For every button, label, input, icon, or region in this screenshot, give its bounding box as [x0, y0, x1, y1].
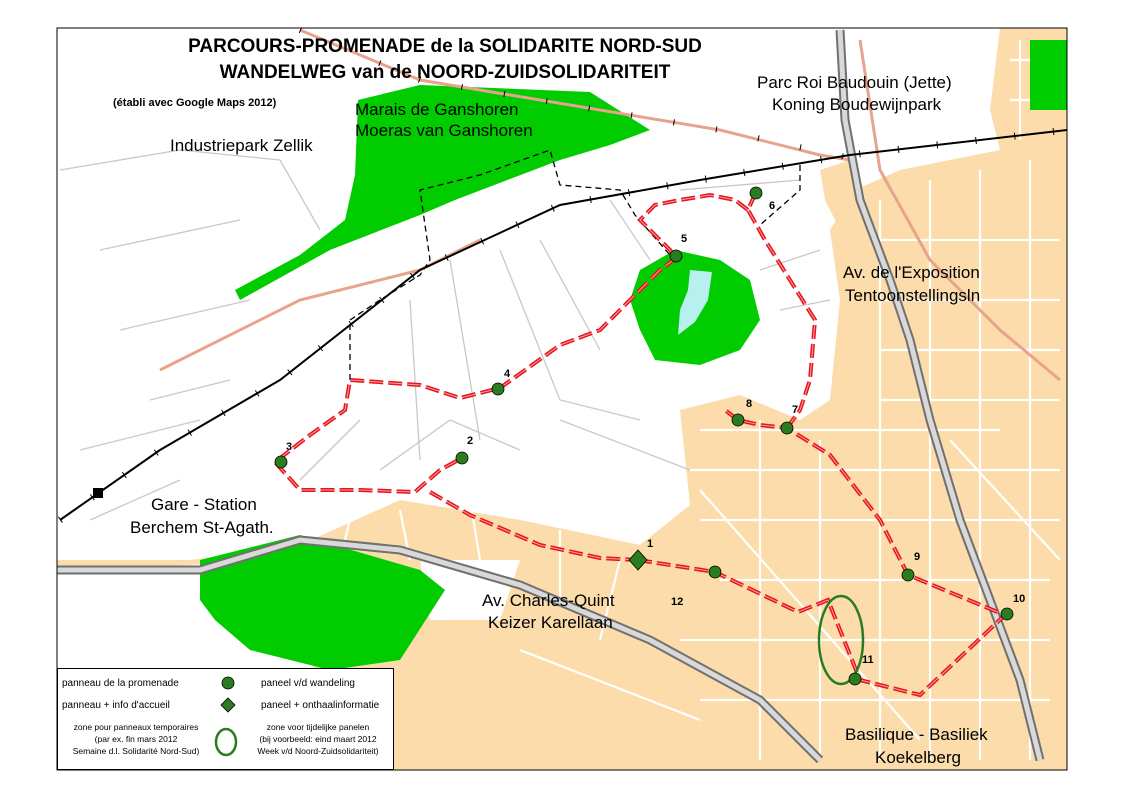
legend-circle-icon [221, 676, 235, 690]
stop-10-label: 10 [1013, 593, 1026, 605]
title-line-2: WANDELWEG van de NOORD-ZUIDSOLIDARITEIT [219, 62, 671, 83]
legend-panneau-info: panneau + info d'accueil [62, 700, 170, 711]
stop-11-label: 11 [862, 654, 874, 666]
legend-zone-nl-2: (bij voorbeeld: eind maart 2012 [259, 734, 377, 744]
source-note: (établi avec Google Maps 2012) [113, 97, 277, 109]
stop-1-label: 1 [647, 538, 654, 550]
station-marker [93, 488, 103, 498]
stop-7-label: 7 [792, 404, 799, 416]
stop-11-marker[interactable] [849, 673, 861, 685]
legend-panneau: panneau de la promenade [62, 678, 179, 689]
stop-12-label: 12 [671, 596, 684, 608]
label-expo-nl: Tentoonstellingsln [845, 286, 981, 305]
label-gare-fr: Gare - Station [151, 495, 257, 514]
label-expo-fr: Av. de l'Exposition [843, 263, 980, 282]
label-parc-fr: Parc Roi Baudouin (Jette) [757, 73, 952, 92]
legend-zone-fr-3: Semaine d.l. Solidarité Nord-Sud) [72, 746, 200, 756]
stop-9-label: 9 [914, 551, 921, 563]
stop-3-marker[interactable] [275, 456, 287, 468]
label-marais-fr: Marais de Ganshoren [355, 100, 519, 119]
stop-2-label: 2 [467, 435, 474, 447]
stop-3-label: 3 [286, 441, 293, 453]
stop-6-marker[interactable] [750, 187, 762, 199]
stop-10-marker[interactable] [1001, 608, 1013, 620]
stop-8-label: 8 [746, 398, 753, 410]
stop-5-label: 5 [681, 233, 688, 245]
legend-paneel: paneel v/d wandeling [261, 678, 355, 689]
stop-4-label: 4 [504, 368, 511, 380]
label-parc-nl: Koning Boudewijnpark [772, 95, 942, 114]
stop-9-marker[interactable] [902, 569, 914, 581]
stop-2-marker[interactable] [456, 452, 468, 464]
label-charles-nl: Keizer Karellaan [488, 613, 613, 632]
label-basilique: Basilique - Basiliek [845, 725, 988, 744]
stop-12-marker[interactable] [709, 566, 721, 578]
label-gare-nl: Berchem St-Agath. [130, 518, 274, 537]
label-koekelberg: Koekelberg [875, 748, 962, 767]
label-industriepark: Industriepark Zellik [170, 136, 313, 155]
legend [57, 668, 394, 770]
legend-zone-fr-1: zone pour panneaux temporaires [73, 722, 199, 732]
stop-6-label: 6 [769, 200, 776, 212]
legend-zone-nl-1: zone voor tijdelijke panelen [266, 722, 370, 732]
legend-paneel-info: paneel + onthaalinformatie [261, 700, 380, 711]
label-marais-nl: Moeras van Ganshoren [355, 121, 533, 140]
legend-zone-nl-3: Week v/d Noord-Zuidsolidariteit) [257, 746, 379, 756]
title-line-1: PARCOURS-PROMENADE de la SOLIDARITE NORD-SUD [188, 36, 702, 57]
stop-8-marker[interactable] [732, 414, 744, 426]
stop-5-marker[interactable] [670, 250, 682, 262]
legend-diamond-icon [220, 697, 236, 713]
legend-ellipse-icon [213, 726, 239, 758]
stop-4-marker[interactable] [492, 383, 504, 395]
label-charles-fr: Av. Charles-Quint [482, 591, 615, 610]
stop-7-marker[interactable] [781, 422, 793, 434]
legend-zone-fr-2: (par ex. fin mars 2012 [94, 734, 178, 744]
